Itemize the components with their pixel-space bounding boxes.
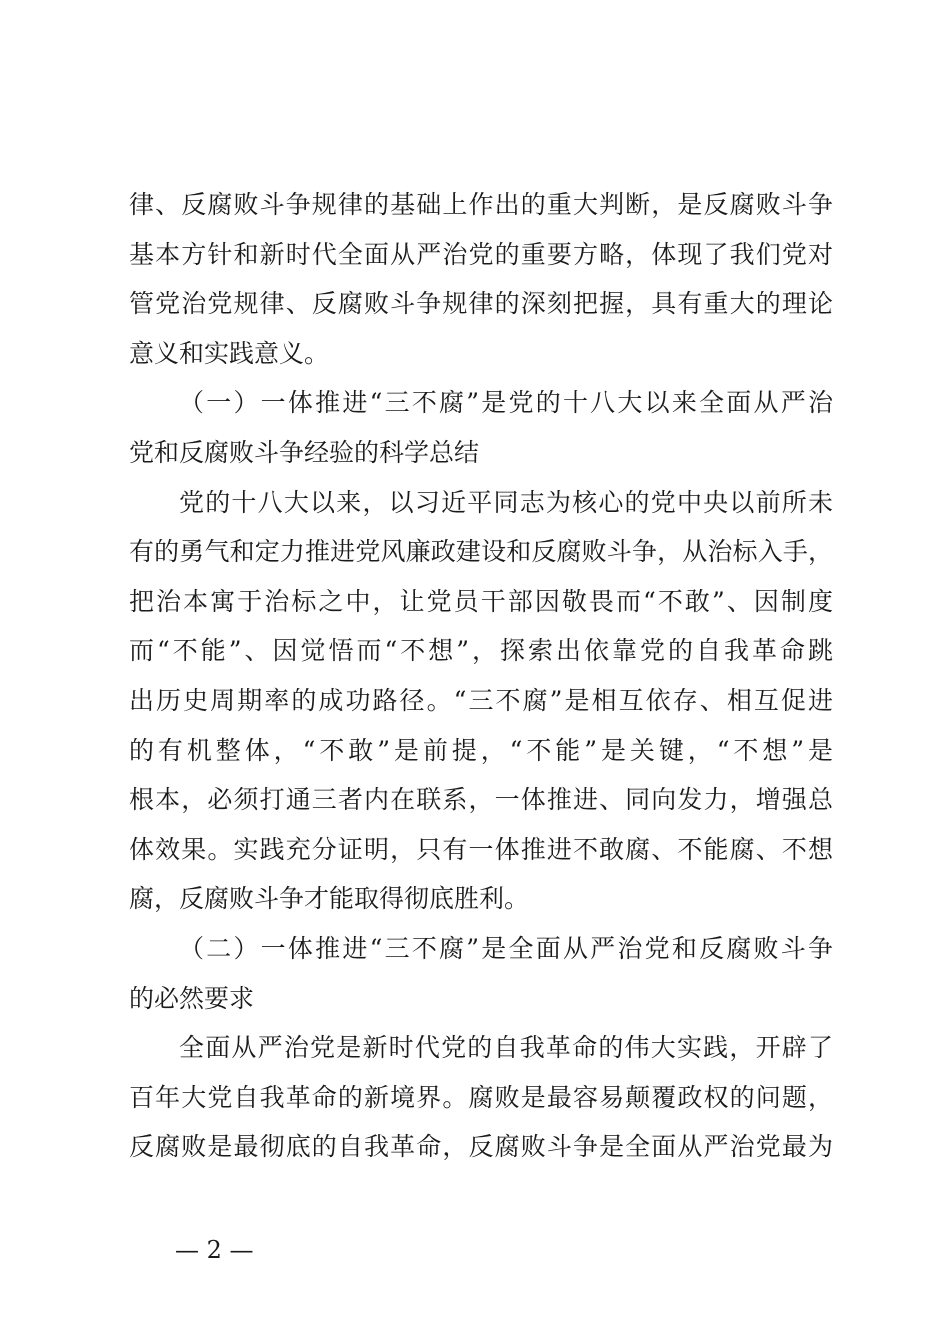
text-line: 把治本寓于治标之中，让党员干部因敬畏而“不敢”、因制度 xyxy=(129,586,833,616)
text-line: 管党治党规律、反腐败斗争规律的深刻把握，具有重大的理论 xyxy=(129,289,833,319)
text-line: 根本，必须打通三者内在联系，一体推进、同向发力，增强总 xyxy=(129,785,833,815)
section-heading-1 xyxy=(129,378,833,477)
text-line: 基本方针和新时代全面从严治党的重要方略，体现了我们党对 xyxy=(129,239,833,269)
document-body xyxy=(129,180,833,1172)
text-line: 百年大党自我革命的新境界。腐败是最容易颠覆政权的问题， xyxy=(129,1082,833,1112)
heading-line: 党和反腐败斗争经验的科学总结 xyxy=(129,437,480,467)
text-line: 意义和实践意义。 xyxy=(129,338,330,368)
text-line: 反腐败是最彻底的自我革命，反腐败斗争是全面从严治党最为 xyxy=(129,1132,833,1162)
text-line: 律、反腐败斗争规律的基础上作出的重大判断，是反腐败斗争 xyxy=(129,190,833,219)
paragraph-section-2 xyxy=(129,1023,833,1172)
text-line: 党的十八大以来，以习近平同志为核心的党中央以前所未 xyxy=(179,487,833,517)
heading-line: （一）一体推进“三不腐”是党的十八大以来全面从严治 xyxy=(179,388,833,418)
text-line: 体效果。实践充分证明，只有一体推进不敢腐、不能腐、不想 xyxy=(129,834,833,864)
heading-line: （二）一体推进“三不腐”是全面从严治党和反腐败斗争 xyxy=(179,933,833,963)
text-line: 腐，反腐败斗争才能取得彻底胜利。 xyxy=(129,884,530,914)
text-line: 全面从严治党是新时代党的自我革命的伟大实践，开辟了 xyxy=(179,1033,833,1063)
paragraph-intro xyxy=(129,180,833,378)
section-heading-2 xyxy=(129,924,833,1023)
text-line: 而“不能”、因觉悟而“不想”，探索出依靠党的自我革命跳 xyxy=(129,636,833,666)
text-line: 的有机整体，“不敢”是前提，“不能”是关键，“不想”是 xyxy=(129,735,833,765)
page-number: — 2 — xyxy=(175,1236,254,1264)
text-line: 有的勇气和定力推进党风廉政建设和反腐败斗争，从治标入手， xyxy=(129,537,833,567)
text-line: 出历史周期率的成功路径。“三不腐”是相互依存、相互促进 xyxy=(129,685,833,715)
paragraph-section-1 xyxy=(129,478,833,924)
heading-line: 的必然要求 xyxy=(129,983,255,1013)
